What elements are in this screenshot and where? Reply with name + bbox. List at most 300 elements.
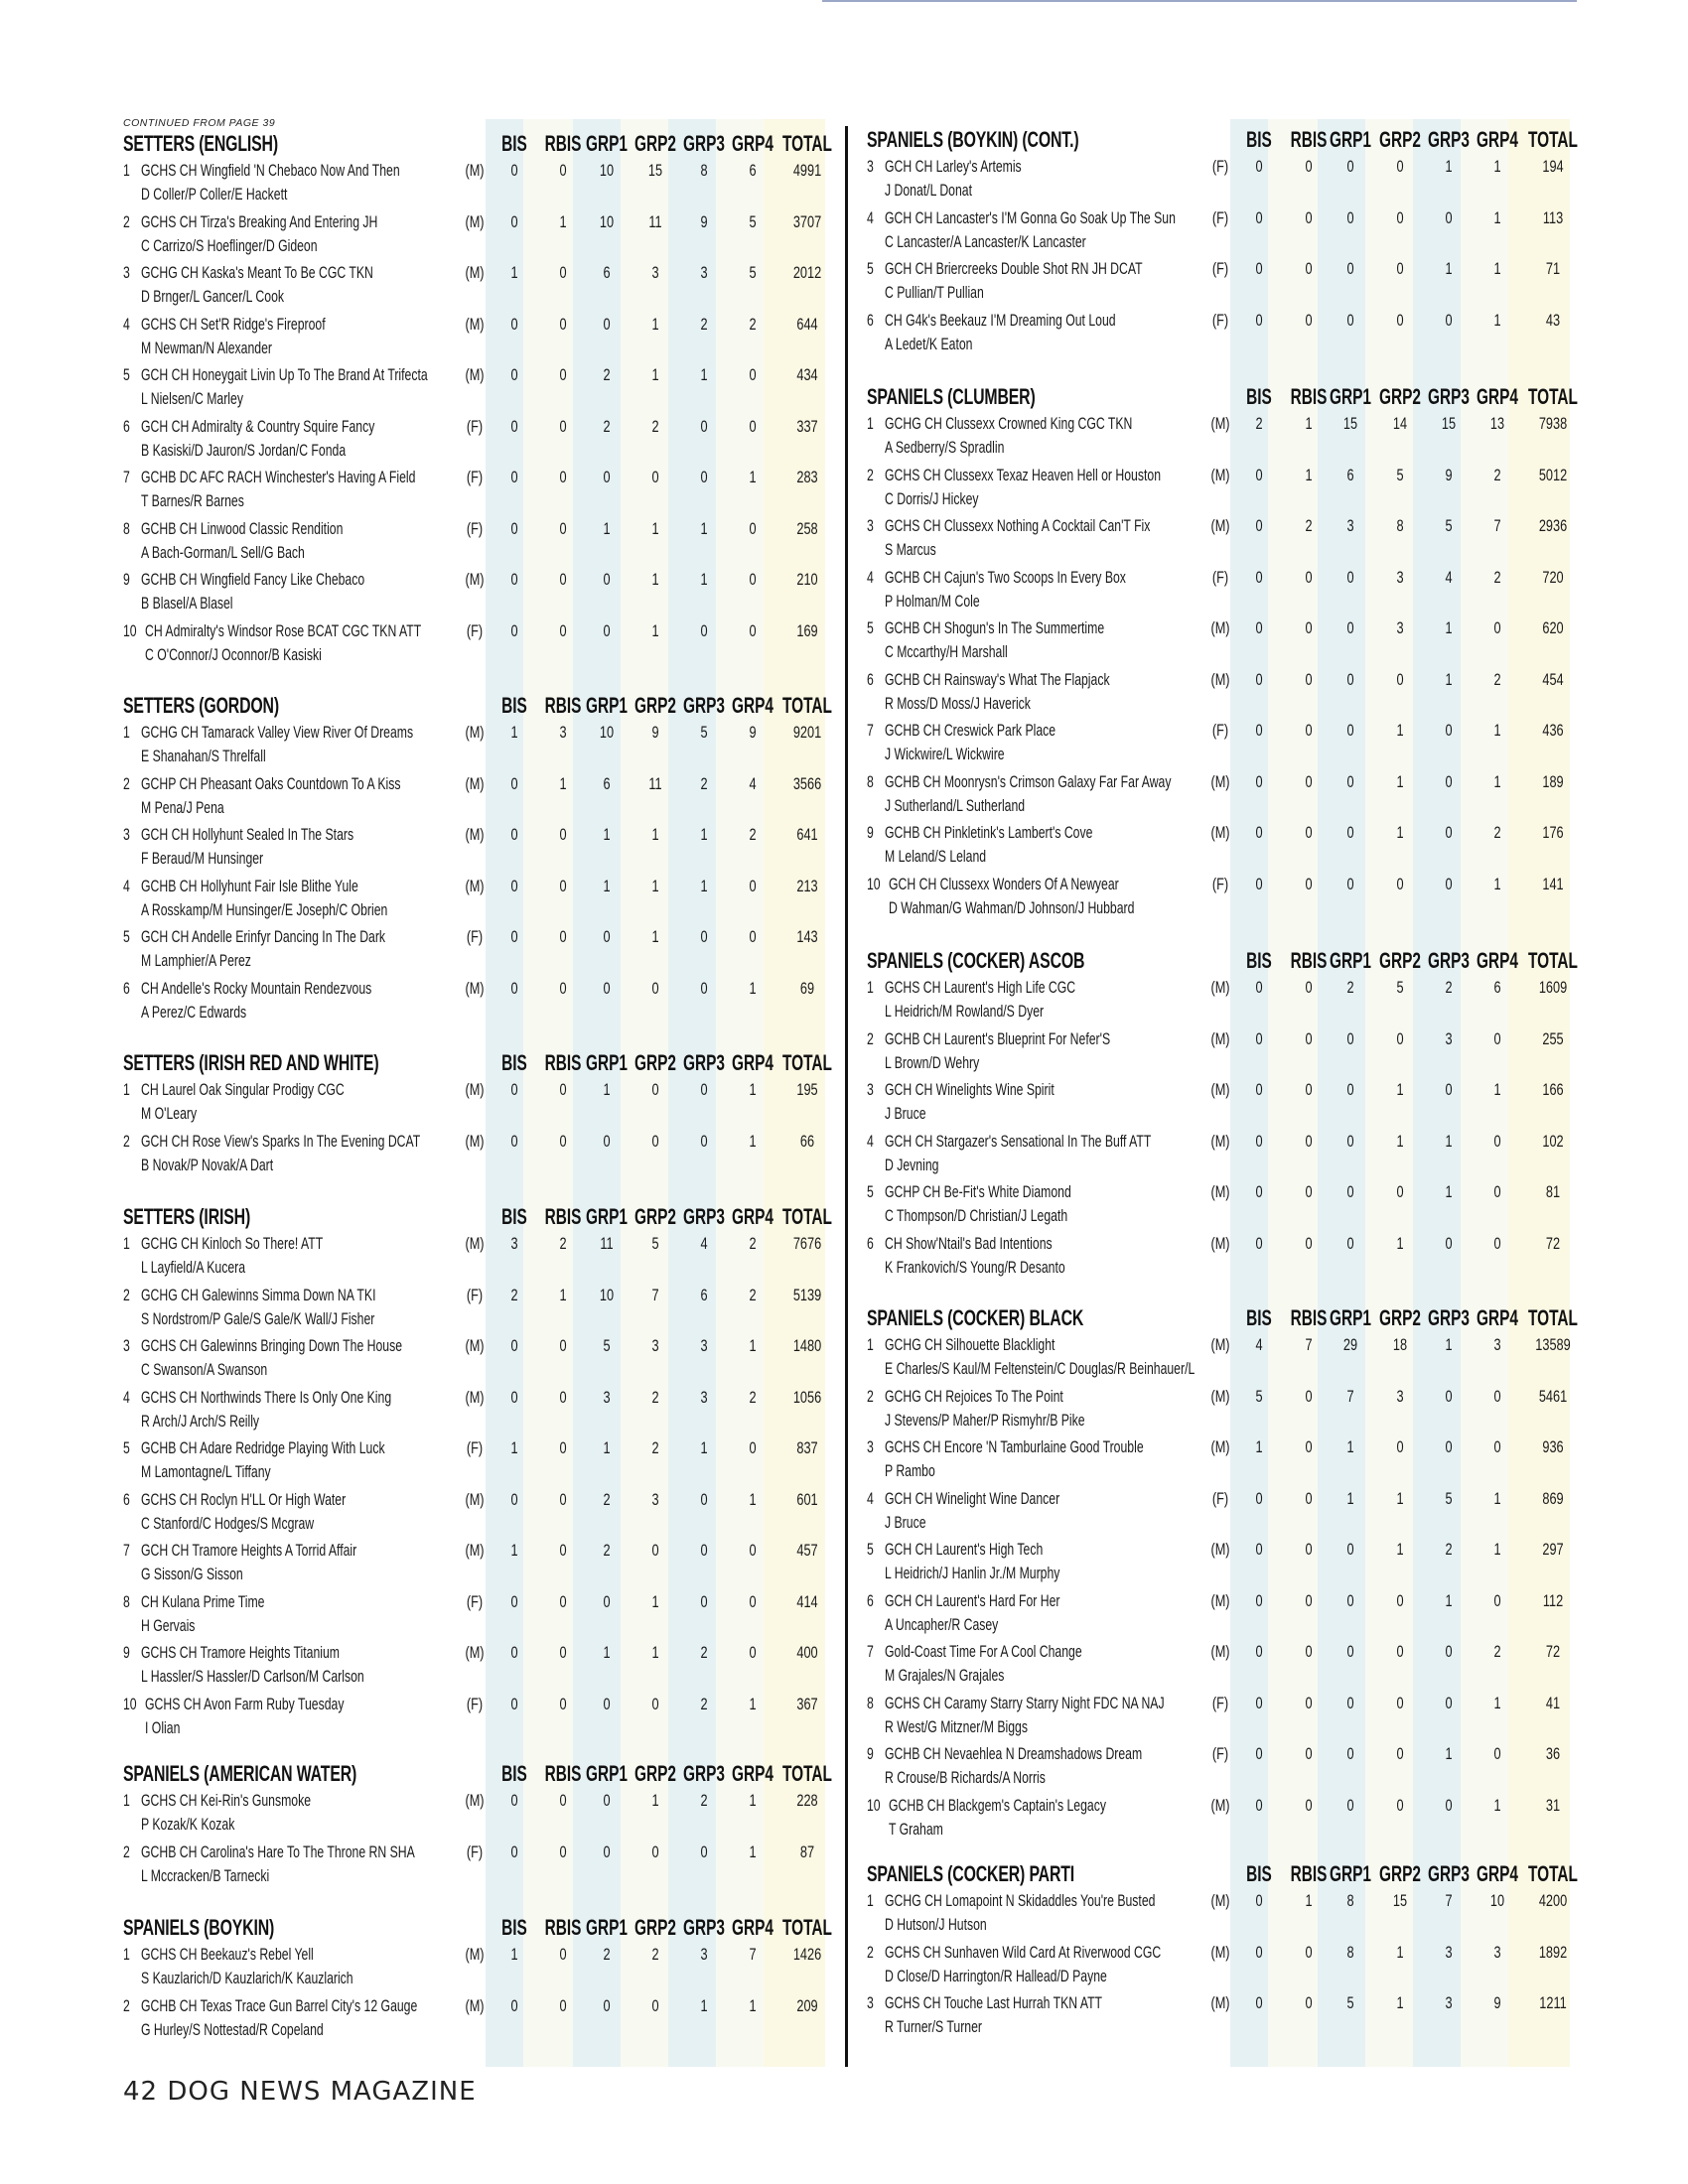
stat-grp4: 1 (749, 1995, 757, 2015)
ranking-section (123, 1915, 837, 2047)
stat-grp3: 2 (700, 314, 708, 334)
dog-name: GCHB CH Wingfield Fancy Like Chebaco (141, 570, 365, 589)
stat-total: 195 (796, 1080, 818, 1099)
column-header-rbis: RBIS (544, 131, 582, 156)
rank-number: 9 (867, 823, 874, 842)
stat-rbis: 0 (1305, 1540, 1313, 1559)
table-row (867, 772, 1583, 824)
sex-label: (M) (465, 1643, 485, 1662)
stat-rbis: 0 (1305, 310, 1313, 330)
sex-label: (F) (466, 1694, 484, 1713)
column-header-grp1: GRP1 (1330, 384, 1371, 409)
stat-grp4: 0 (749, 365, 757, 384)
stat-grp3: 9 (1445, 465, 1453, 484)
dog-name: GCH CH Andelle Erinfyr Dancing In The Dark (141, 927, 386, 946)
table-row (123, 1490, 837, 1542)
stat-grp2: 0 (1396, 874, 1404, 893)
ranking-section (123, 693, 837, 1029)
dog-name: GCHS CH Beekauz's Rebel Yell (141, 1945, 314, 1964)
dog-name: GCH CH Laurent's High Tech (885, 1540, 1044, 1559)
sex-label: (M) (1210, 1437, 1230, 1456)
stat-bis: 0 (1255, 1080, 1263, 1099)
table-row (867, 414, 1583, 466)
rank-number: 2 (123, 1131, 130, 1151)
stat-total: 72 (1545, 1233, 1561, 1253)
stat-grp3: 2 (1445, 978, 1453, 997)
table-row (123, 774, 837, 826)
stat-total: 283 (796, 468, 818, 486)
stat-total: 1480 (792, 1336, 822, 1355)
table-row (123, 1234, 837, 1286)
stat-grp2: 8 (1396, 516, 1404, 535)
stat-grp1: 7 (1346, 1386, 1354, 1406)
rank-number: 4 (867, 207, 874, 227)
sex-label: (M) (465, 1080, 485, 1099)
stat-rbis: 0 (1305, 1233, 1313, 1253)
table-row (123, 1996, 837, 2048)
stat-grp4: 0 (749, 570, 757, 589)
stat-grp2: 0 (1396, 1437, 1404, 1456)
column-header-rbis: RBIS (1290, 384, 1328, 409)
stat-rbis: 0 (559, 314, 567, 334)
stat-grp1: 6 (603, 263, 611, 282)
stat-bis: 0 (510, 1694, 518, 1713)
stat-grp3: 2 (700, 1643, 708, 1662)
stat-bis: 0 (1255, 1590, 1263, 1610)
table-row (123, 825, 837, 877)
table-row (867, 157, 1583, 208)
table-row (867, 1080, 1583, 1132)
stat-grp2: 0 (1396, 1028, 1404, 1048)
stat-grp3: 0 (1445, 1642, 1453, 1661)
dog-name: GCH CH Honeygait Livin Up To The Brand At Trifecta (141, 365, 428, 384)
stat-grp1: 0 (1346, 618, 1354, 637)
dog-name: GCHS CH Sunhaven Wild Card At Riverwood CGC (885, 1942, 1162, 1962)
stat-bis: 0 (1255, 259, 1263, 278)
stat-rbis: 0 (559, 927, 567, 946)
stat-grp2: 3 (651, 1489, 659, 1509)
stat-grp2: 1 (651, 570, 659, 589)
column-header-grp2: GRP2 (634, 1050, 676, 1075)
stat-grp3: 1 (700, 825, 708, 844)
rank-number: 1 (867, 978, 874, 997)
stat-grp2: 0 (1396, 1693, 1404, 1712)
stat-grp4: 9 (749, 723, 757, 742)
owner-names: L Hassler/S Hassler/D Carlson/M Carlson (141, 1667, 364, 1686)
stat-grp1: 0 (1346, 1693, 1354, 1712)
stat-bis: 3 (510, 1234, 518, 1253)
sex-label: (F) (1211, 157, 1229, 176)
sex-label: (M) (1210, 1080, 1230, 1099)
stat-grp3: 5 (1445, 516, 1453, 535)
sex-label: (F) (466, 1591, 484, 1611)
stat-total: 210 (796, 570, 818, 589)
table-row (123, 877, 837, 928)
stat-bis: 0 (510, 1387, 518, 1407)
rank-number: 3 (867, 157, 874, 176)
stat-grp3: 1 (700, 1438, 708, 1457)
section-header (123, 1204, 837, 1234)
rank-number: 3 (123, 1336, 130, 1355)
stat-grp3: 1 (1445, 618, 1453, 637)
stat-grp4: 1 (1493, 1080, 1501, 1099)
rank-number: 7 (867, 1642, 874, 1661)
stat-grp4: 1 (749, 1791, 757, 1810)
column-header-grp3: GRP3 (683, 693, 725, 718)
stat-rbis: 0 (559, 263, 567, 282)
stat-grp4: 1 (1493, 207, 1501, 227)
sex-label: (M) (465, 978, 485, 998)
stat-total: 4991 (792, 161, 822, 180)
stat-rbis: 0 (1305, 771, 1313, 791)
stat-grp1: 0 (603, 570, 611, 589)
stat-grp2: 1 (1396, 721, 1404, 740)
stat-grp3: 0 (700, 1080, 708, 1099)
stat-rbis: 0 (1305, 157, 1313, 176)
stat-grp2: 9 (651, 723, 659, 742)
stat-grp2: 0 (651, 1694, 659, 1713)
stat-grp1: 0 (1346, 823, 1354, 842)
stat-grp1: 29 (1342, 1335, 1358, 1354)
section-title: SETTERS (IRISH) (123, 1204, 251, 1229)
sex-label: (M) (465, 211, 485, 231)
stat-grp2: 2 (651, 1945, 659, 1964)
rank-number: 2 (867, 1386, 874, 1406)
stat-total: 71 (1545, 259, 1561, 278)
stat-grp1: 0 (603, 314, 611, 334)
stat-grp3: 2 (700, 773, 708, 793)
owner-names: S Marcus (885, 540, 936, 559)
stat-grp4: 0 (1493, 1437, 1501, 1456)
stat-rbis: 0 (1305, 823, 1313, 842)
stat-grp1: 0 (603, 1694, 611, 1713)
table-row (867, 568, 1583, 619)
stat-grp2: 3 (651, 263, 659, 282)
owner-names: A Rosskamp/M Hunsinger/E Joseph/C Obrien (141, 899, 388, 919)
table-row (123, 979, 837, 1030)
stat-grp3: 0 (700, 1591, 708, 1611)
stat-grp2: 0 (1396, 207, 1404, 227)
dog-name: GCHB CH Hollyhunt Fair Isle Blithe Yule (141, 876, 358, 895)
rank-number: 7 (123, 468, 130, 486)
column-header-rbis: RBIS (1290, 127, 1328, 152)
stat-grp2: 1 (1396, 1233, 1404, 1253)
stat-grp4: 0 (749, 1541, 757, 1560)
stat-grp1: 1 (603, 1643, 611, 1662)
sex-label: (M) (465, 1387, 485, 1407)
section-title: SPANIELS (BOYKIN) (CONT.) (867, 127, 1079, 152)
stat-grp2: 3 (651, 1336, 659, 1355)
stat-grp3: 1 (1445, 259, 1453, 278)
table-row (867, 823, 1583, 875)
sex-label: (M) (1210, 414, 1230, 433)
stat-rbis: 0 (559, 416, 567, 436)
owner-names: J Bruce (885, 1512, 926, 1532)
stat-total: 189 (1542, 771, 1564, 791)
stat-grp4: 1 (1493, 771, 1501, 791)
stat-bis: 0 (1255, 1131, 1263, 1151)
stat-grp3: 0 (1445, 1080, 1453, 1099)
dog-name: GCHB CH Nevaehlea N Dreamshadows Dream (885, 1744, 1143, 1763)
stat-bis: 0 (1255, 157, 1263, 176)
sex-label: (M) (1210, 669, 1230, 689)
stat-total: 209 (796, 1995, 818, 2015)
stat-bis: 0 (510, 825, 518, 844)
rank-number: 5 (123, 1438, 130, 1457)
stat-rbis: 7 (1305, 1335, 1313, 1354)
column-header-grp4: GRP4 (732, 1761, 774, 1786)
stat-grp4: 1 (749, 468, 757, 486)
stat-bis: 0 (1255, 1942, 1263, 1962)
stat-bis: 0 (510, 620, 518, 640)
owner-names: L Heidrich/M Rowland/S Dyer (885, 1002, 1045, 1021)
rank-number: 3 (123, 825, 130, 844)
column-header-rbis: RBIS (544, 1761, 582, 1786)
column-header-grp2: GRP2 (1379, 1861, 1421, 1886)
stat-grp3: 1 (1445, 157, 1453, 176)
rank-number: 1 (123, 1945, 130, 1964)
table-row (123, 570, 837, 621)
owner-names: D Coller/P Coller/E Hackett (141, 185, 288, 204)
stat-total: 36 (1545, 1744, 1561, 1763)
owner-names: R Turner/S Turner (885, 2017, 982, 2036)
table-row (867, 721, 1583, 772)
stat-total: 1609 (1538, 978, 1568, 997)
stat-grp4: 0 (1493, 1131, 1501, 1151)
owner-names: M Lamontagne/L Tiffany (141, 1462, 271, 1481)
owner-names: M O'Leary (141, 1104, 198, 1123)
rank-number: 2 (123, 1285, 130, 1304)
sex-label: (M) (465, 1336, 485, 1355)
sex-label: (M) (1210, 1795, 1230, 1815)
rank-number: 10 (867, 874, 881, 893)
column-header-bis: BIS (501, 693, 527, 718)
stat-rbis: 0 (559, 1541, 567, 1560)
stat-rbis: 0 (1305, 669, 1313, 689)
stat-total: 4200 (1538, 1891, 1568, 1910)
column-header-total: TOTAL (782, 693, 832, 718)
dog-name: GCHB CH Cajun's Two Scoops In Every Box (885, 567, 1126, 587)
sex-label: (F) (1211, 874, 1229, 893)
stat-grp1: 0 (1346, 567, 1354, 587)
sex-label: (M) (1210, 978, 1230, 997)
stat-rbis: 1 (559, 211, 567, 231)
section-title: SPANIELS (AMERICAN WATER) (123, 1761, 357, 1786)
sex-label: (M) (1210, 516, 1230, 535)
rank-number: 8 (123, 518, 130, 538)
stat-bis: 0 (1255, 567, 1263, 587)
stat-grp4: 2 (1493, 567, 1501, 587)
owner-names: B Blasel/A Blasel (141, 594, 233, 613)
owner-names: C Thompson/D Christian/J Legath (885, 1206, 1068, 1225)
table-row (867, 618, 1583, 670)
stat-grp1: 1 (1346, 1488, 1354, 1508)
column-header-rbis: RBIS (1290, 1305, 1328, 1330)
stat-rbis: 0 (1305, 874, 1313, 893)
dog-name: CH Admiralty's Windsor Rose BCAT CGC TKN ATT (145, 620, 422, 640)
stat-grp4: 1 (1493, 1693, 1501, 1712)
stat-rbis: 0 (559, 161, 567, 180)
dog-name: Gold-Coast Time For A Cool Change (885, 1642, 1082, 1661)
stat-grp1: 2 (603, 1541, 611, 1560)
column-header-grp1: GRP1 (1330, 127, 1371, 152)
dog-name: GCHG CH Silhouette Blacklight (885, 1335, 1055, 1354)
stat-grp1: 0 (603, 1995, 611, 2015)
stat-bis: 0 (1255, 1693, 1263, 1712)
stat-rbis: 1 (1305, 1891, 1313, 1910)
stat-total: 1056 (792, 1387, 822, 1407)
stat-grp4: 1 (1493, 1488, 1501, 1508)
stat-grp4: 5 (749, 263, 757, 282)
column-header-grp1: GRP1 (586, 693, 628, 718)
stat-grp3: 5 (700, 723, 708, 742)
stat-bis: 0 (1255, 516, 1263, 535)
dog-name: GCHS CH Clussexx Nothing A Cocktail Can'T Fix (885, 516, 1151, 535)
ranking-section (123, 1204, 837, 1745)
stat-grp3: 0 (700, 927, 708, 946)
stat-grp1: 8 (1346, 1891, 1354, 1910)
owner-names: M Lamphier/A Perez (141, 951, 251, 970)
stat-rbis: 0 (559, 1131, 567, 1151)
table-row (123, 468, 837, 519)
stat-grp4: 6 (749, 161, 757, 180)
column-header-bis: BIS (501, 1050, 527, 1075)
stat-bis: 0 (1255, 874, 1263, 893)
table-row (867, 1387, 1583, 1438)
owner-names: A Bach-Gorman/L Sell/G Bach (141, 542, 305, 562)
section-header (123, 693, 837, 723)
column-header-bis: BIS (501, 1204, 527, 1229)
stat-total: 113 (1542, 207, 1564, 227)
stat-rbis: 0 (1305, 1437, 1313, 1456)
dog-name: GCHS CH Set'R Ridge's Fireproof (141, 314, 326, 334)
stat-grp1: 0 (1346, 1744, 1354, 1763)
stat-grp2: 5 (1396, 978, 1404, 997)
stat-grp4: 0 (1493, 1028, 1501, 1048)
stat-total: 169 (796, 620, 818, 640)
stat-grp3: 0 (700, 978, 708, 998)
stat-total: 66 (799, 1131, 815, 1151)
dog-name: CH Kulana Prime Time (141, 1591, 265, 1611)
stat-grp4: 1 (749, 978, 757, 998)
dog-name: GCHS CH Roclyn H'LL Or High Water (141, 1489, 347, 1509)
stat-total: 869 (1542, 1488, 1564, 1508)
stat-bis: 0 (510, 978, 518, 998)
stat-grp3: 1 (700, 570, 708, 589)
stat-grp1: 2 (603, 416, 611, 436)
section-header (867, 384, 1583, 414)
stat-rbis: 0 (559, 1489, 567, 1509)
rank-number: 6 (867, 310, 874, 330)
stat-bis: 0 (510, 927, 518, 946)
rank-number: 3 (867, 516, 874, 535)
stat-grp2: 5 (651, 1234, 659, 1253)
column-header-grp3: GRP3 (683, 1050, 725, 1075)
table-row (867, 978, 1583, 1029)
stat-grp1: 1 (603, 1438, 611, 1457)
owner-names: E Charles/S Kaul/M Feltenstein/C Douglas/R Beinhauer/L (885, 1359, 1196, 1378)
rank-number: 5 (867, 259, 874, 278)
column-header-grp4: GRP4 (732, 1915, 774, 1940)
section-header (123, 1050, 837, 1080)
stat-rbis: 0 (1305, 721, 1313, 740)
stat-grp1: 10 (599, 211, 615, 231)
stat-bis: 1 (510, 1438, 518, 1457)
dog-name: GCHG CH Kaska's Meant To Be CGC TKN (141, 263, 373, 282)
column-header-total: TOTAL (782, 1050, 832, 1075)
stat-grp4: 0 (749, 620, 757, 640)
stat-grp1: 2 (1346, 978, 1354, 997)
stat-grp1: 2 (603, 1945, 611, 1964)
dog-name: GCH CH Briercreeks Double Shot RN JH DCAT (885, 259, 1143, 278)
stat-bis: 0 (510, 1842, 518, 1861)
owner-names: D Wahman/G Wahman/D Johnson/J Hubbard (889, 897, 1135, 917)
stat-grp2: 0 (1396, 157, 1404, 176)
sex-label: (M) (465, 570, 485, 589)
stat-grp1: 10 (599, 161, 615, 180)
stat-bis: 4 (1255, 1335, 1263, 1354)
stat-grp3: 1 (1445, 669, 1453, 689)
stat-total: 2012 (792, 263, 822, 282)
column-header-total: TOTAL (782, 1761, 832, 1786)
stat-bis: 1 (510, 263, 518, 282)
dog-name: GCHB CH Texas Trace Gun Barrel City's 12 Gauge (141, 1995, 418, 2015)
stat-grp2: 1 (651, 518, 659, 538)
stat-grp3: 0 (1445, 1233, 1453, 1253)
table-row (867, 1489, 1583, 1541)
table-row (123, 927, 837, 979)
stat-grp2: 14 (1392, 414, 1408, 433)
section-title: SETTERS (ENGLISH) (123, 131, 278, 156)
stat-grp2: 2 (651, 1438, 659, 1457)
sex-label: (M) (465, 723, 485, 742)
table-row (867, 1796, 1583, 1847)
owner-names: C Carrizo/S Hoeflinger/D Gideon (141, 235, 318, 255)
column-header-grp2: GRP2 (1379, 1305, 1421, 1330)
stat-grp2: 1 (651, 620, 659, 640)
stat-total: 176 (1542, 823, 1564, 842)
stat-grp4: 0 (1493, 1182, 1501, 1201)
column-header-grp3: GRP3 (1428, 384, 1470, 409)
stat-rbis: 0 (559, 1591, 567, 1611)
stat-grp4: 0 (749, 1643, 757, 1662)
table-row (123, 417, 837, 469)
dog-name: GCHS CH Caramy Starry Starry Night FDC NA NAJ (885, 1693, 1165, 1712)
stat-total: 400 (796, 1643, 818, 1662)
stat-grp3: 0 (1445, 310, 1453, 330)
rank-number: 6 (867, 1590, 874, 1610)
sex-label: (F) (1211, 310, 1229, 330)
owner-names: R Arch/J Arch/S Reilly (141, 1411, 260, 1431)
column-header-grp3: GRP3 (683, 131, 725, 156)
stat-total: 414 (796, 1591, 818, 1611)
stat-total: 228 (796, 1791, 818, 1810)
rank-number: 4 (867, 567, 874, 587)
stat-bis: 0 (1255, 1182, 1263, 1201)
stat-grp4: 0 (749, 1438, 757, 1457)
stat-total: 1211 (1539, 1993, 1567, 2012)
stat-grp4: 0 (749, 416, 757, 436)
owner-names: C O'Connor/J Oconnor/B Kasiski (145, 644, 322, 664)
stat-grp4: 1 (1493, 310, 1501, 330)
stat-rbis: 0 (559, 1438, 567, 1457)
dog-name: GCHB CH Rainsway's What The Flapjack (885, 669, 1110, 689)
stat-grp1: 0 (603, 1131, 611, 1151)
stat-grp2: 1 (1396, 1942, 1404, 1962)
owner-names: M Grajales/N Grajales (885, 1666, 1005, 1685)
dog-name: GCHS CH Tirza's Breaking And Entering JH (141, 211, 378, 231)
stat-rbis: 0 (559, 1945, 567, 1964)
